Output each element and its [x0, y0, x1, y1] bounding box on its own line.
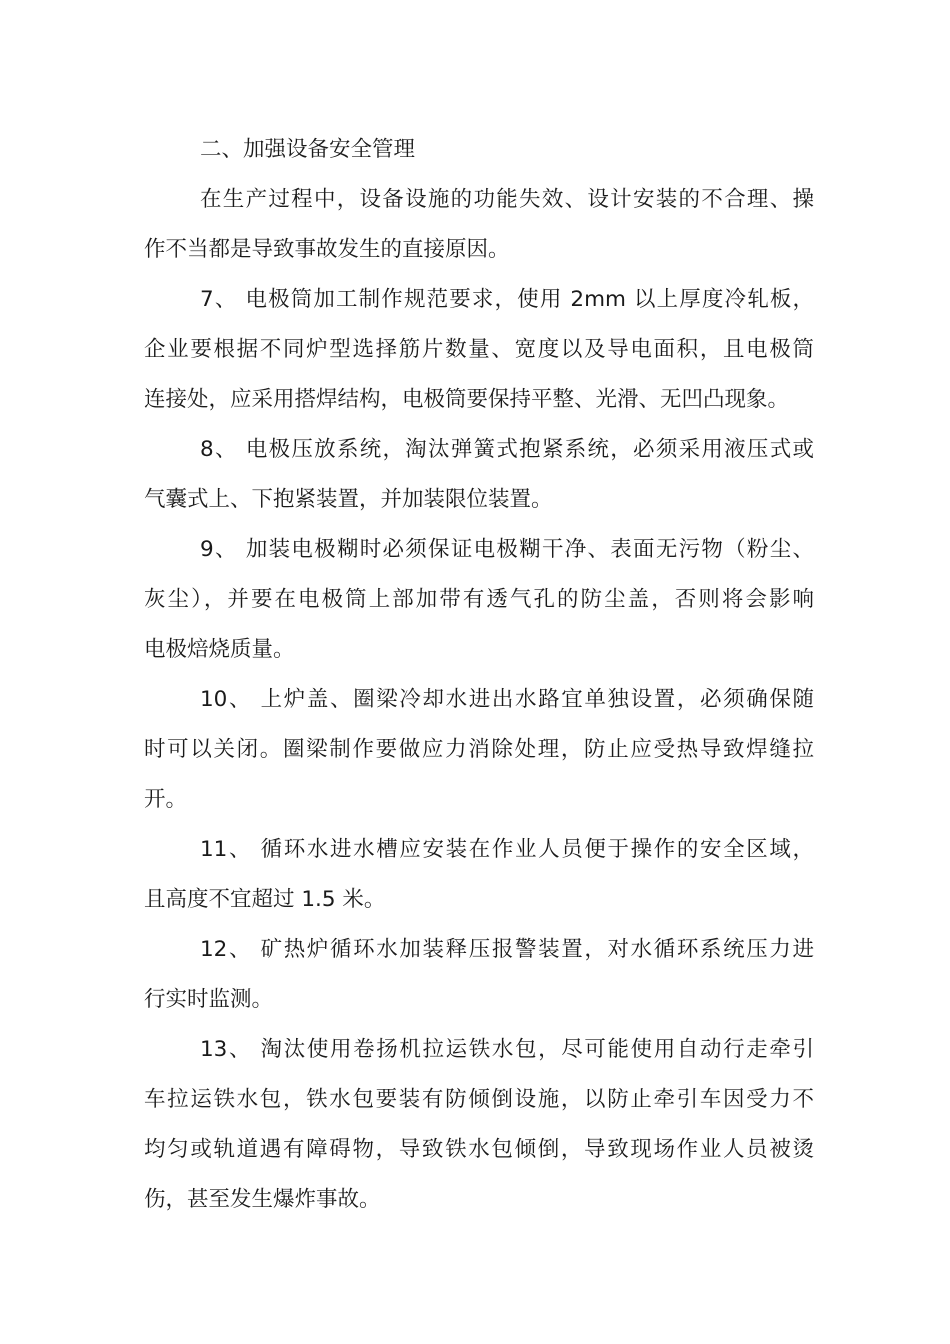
paragraph-line: 开。 — [144, 787, 188, 812]
paragraph-line: 车拉运铁水包，铁水包要装有防倾倒设施，以防止牵引车因受力不 — [144, 1087, 814, 1112]
paragraph-line: 伤，甚至发生爆炸事故。 — [144, 1187, 381, 1212]
paragraph-line: 电极焙烧质量。 — [144, 637, 295, 662]
paragraph-line: 气囊式上、下抱紧装置，并加装限位装置。 — [144, 487, 553, 512]
paragraph-line: 8、 电极压放系统，淘汰弹簧式抱紧系统，必须采用液压式或 — [200, 437, 814, 462]
paragraph-line: 时可以关闭。圈梁制作要做应力消除处理，防止应受热导致焊缝拉 — [144, 737, 814, 762]
paragraph-line: 7、 电极筒加工制作规范要求，使用 2mm 以上厚度冷轧板， — [200, 287, 814, 312]
paragraph-line: 行实时监测。 — [144, 987, 274, 1012]
paragraph-line: 12、 矿热炉循环水加装释压报警装置，对水循环系统压力进 — [200, 937, 814, 962]
paragraph-line: 9、 加装电极糊时必须保证电极糊干净、表面无污物（粉尘、 — [200, 537, 814, 562]
paragraph-line: 企业要根据不同炉型选择筋片数量、宽度以及导电面积，且电极筒 — [144, 337, 814, 362]
paragraph-line: 且高度不宜超过 1.5 米。 — [144, 887, 386, 912]
paragraph-line: 均匀或轨道遇有障碍物，导致铁水包倾倒，导致现场作业人员被烫 — [144, 1137, 814, 1162]
paragraph-line: 灰尘），并要在电极筒上部加带有透气孔的防尘盖，否则将会影响 — [144, 587, 814, 612]
paragraph-line: 13、 淘汰使用卷扬机拉运铁水包，尽可能使用自动行走牵引 — [200, 1037, 814, 1062]
paragraph-line: 在生产过程中，设备设施的功能失效、设计安装的不合理、操 — [200, 187, 814, 212]
paragraph-line: 连接处，应采用搭焊结构，电极筒要保持平整、光滑、无凹凸现象。 — [144, 387, 790, 412]
paragraph-line: 11、 循环水进水槽应安装在作业人员便于操作的安全区域， — [200, 837, 814, 862]
section-heading: 二、加强设备安全管理 — [200, 137, 416, 162]
paragraph-line: 作不当都是导致事故发生的直接原因。 — [144, 237, 510, 262]
paragraph-line: 10、 上炉盖、圈梁冷却水进出水路宜单独设置，必须确保随 — [200, 687, 814, 712]
